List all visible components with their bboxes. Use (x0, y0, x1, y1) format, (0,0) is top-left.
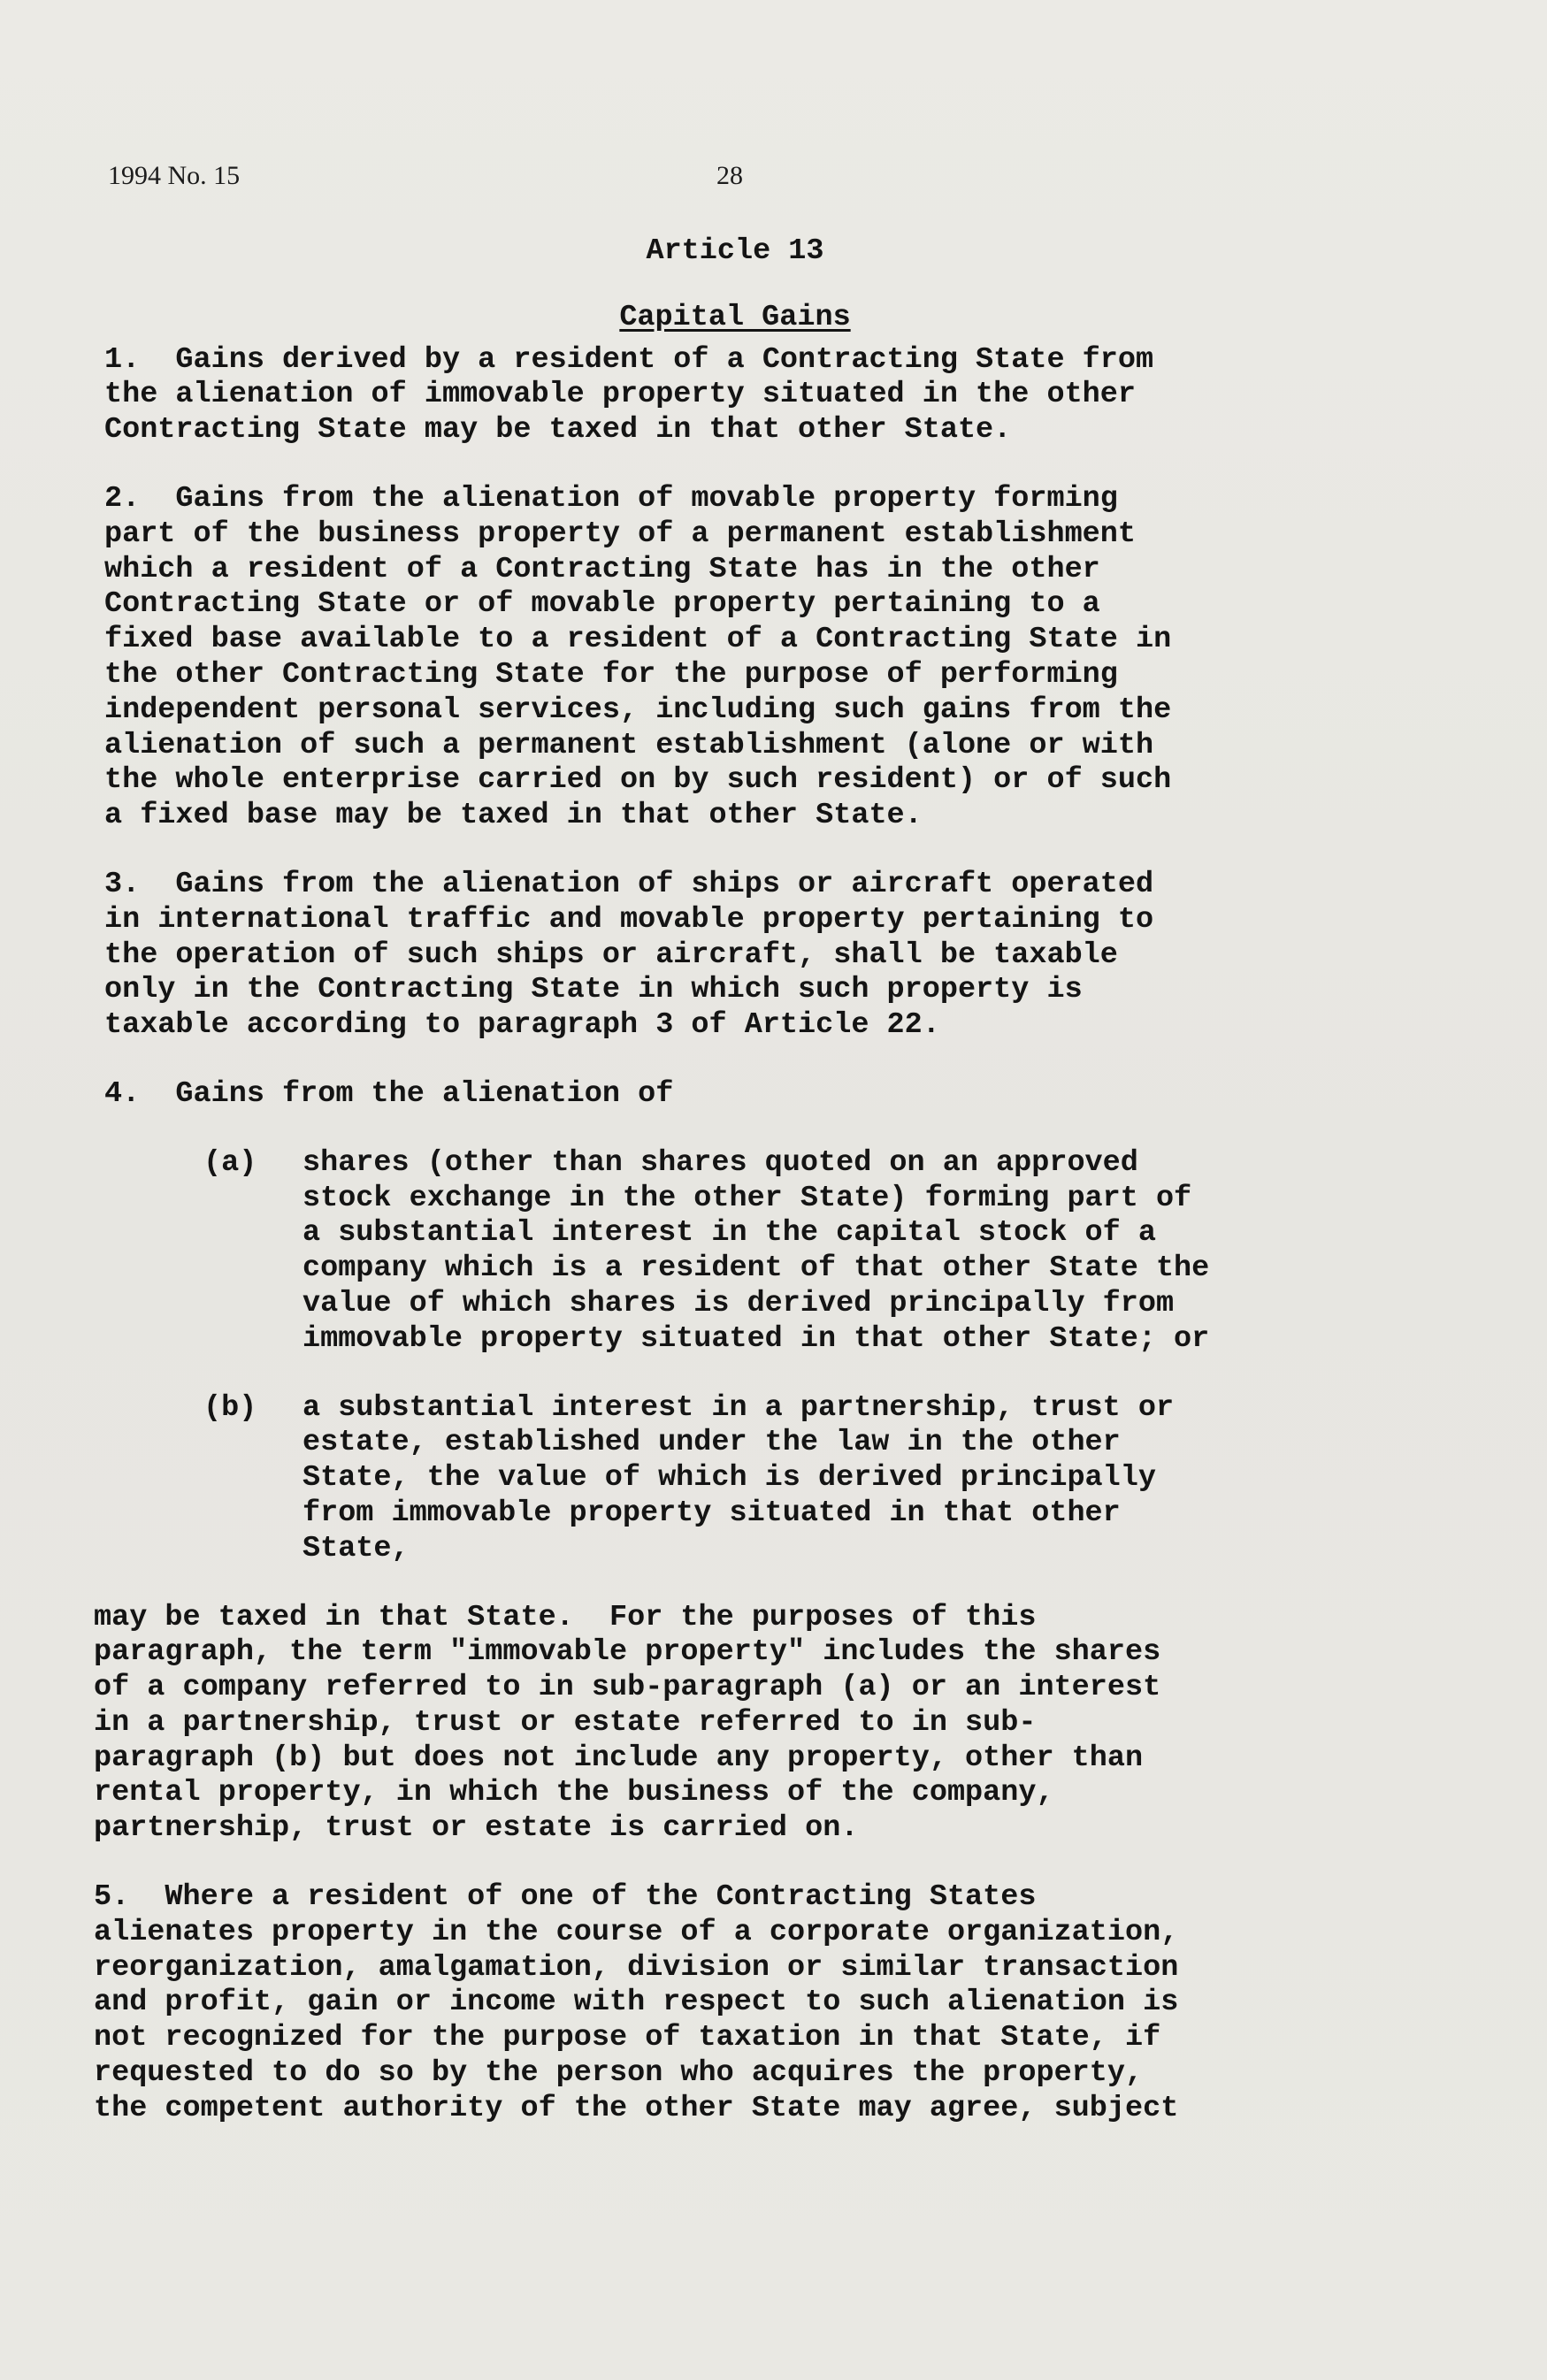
paragraph-5: 5. Where a resident of one of the Contracting States alienates property in the course of a corporate organization, reorganization, amalgamation, division or similar transaction and profit, gain or income with respect to such alienation is not recognized for the purpose of taxation in that State, if requested to do so by the person who acquires the property, the competent authority of the other State may agree, subject (94, 1880, 1179, 2125)
paragraph-4-tail: may be taxed in that State. For the purposes of this paragraph, the term "immovable property" includes the shares of a company referred to in sub-paragraph (a) or an interest in a partnership, trust or estate referred to in sub- paragraph (b) but does not include any property, other than rental property, in which the business of the company, partnership, trust or estate is carried on. (94, 1600, 1161, 1846)
article-body (94, 234, 1360, 2127)
section-title: Capital Gains (619, 300, 851, 334)
subparagraph-a (104, 1146, 1360, 1358)
subparagraph-b-label: (b) (203, 1390, 257, 1425)
subparagraph-b (104, 1391, 1360, 1567)
subparagraph-b-text: a substantial interest in a partnership, trust or estate, established under the law in the other State, the value of which is derived principally from immovable property situated in that other State, (303, 1390, 1175, 1565)
paragraph-4-intro: 4. Gains from the alienation of (104, 1076, 674, 1111)
subparagraph-a-label: (a) (203, 1145, 257, 1180)
document-reference: 1994 No. 15 (108, 161, 241, 190)
paragraph-2: 2. Gains from the alienation of movable property forming part of the business property of a permanent establishment which a resident of a Contracting State has in the other Contracting State or of movable property pertaining to a fixed base available to a resident of a Contracting State in the other Contracting State for the purpose of performing independent personal services, including such gains from the alienation of such a permanent establishment (alone or with the whole enterprise carried on by such resident) or of such a fixed base may be taxed in that other State. (104, 481, 1172, 833)
article-title: Article 13 (646, 234, 824, 268)
page-number: 28 (716, 161, 743, 190)
subparagraph-a-text: shares (other than shares quoted on an approved stock exchange in the other State) forming part of a substantial interest in the capital stock of a company which is a resident of that other State the value of which shares is derived principally from immovable property situated in that other State; or (303, 1145, 1210, 1356)
paragraph-3: 3. Gains from the alienation of ships or aircraft operated in international traffic and movable property pertaining to the operation of such ships or aircraft, shall be taxable only in the Contracting State in which such property is taxable according to paragraph 3 of Article 22. (104, 867, 1154, 1043)
paragraph-1: 1. Gains derived by a resident of a Contracting State from the alienation of immovable property situated in the other Contracting State may be taxed in that other State. (104, 342, 1154, 448)
